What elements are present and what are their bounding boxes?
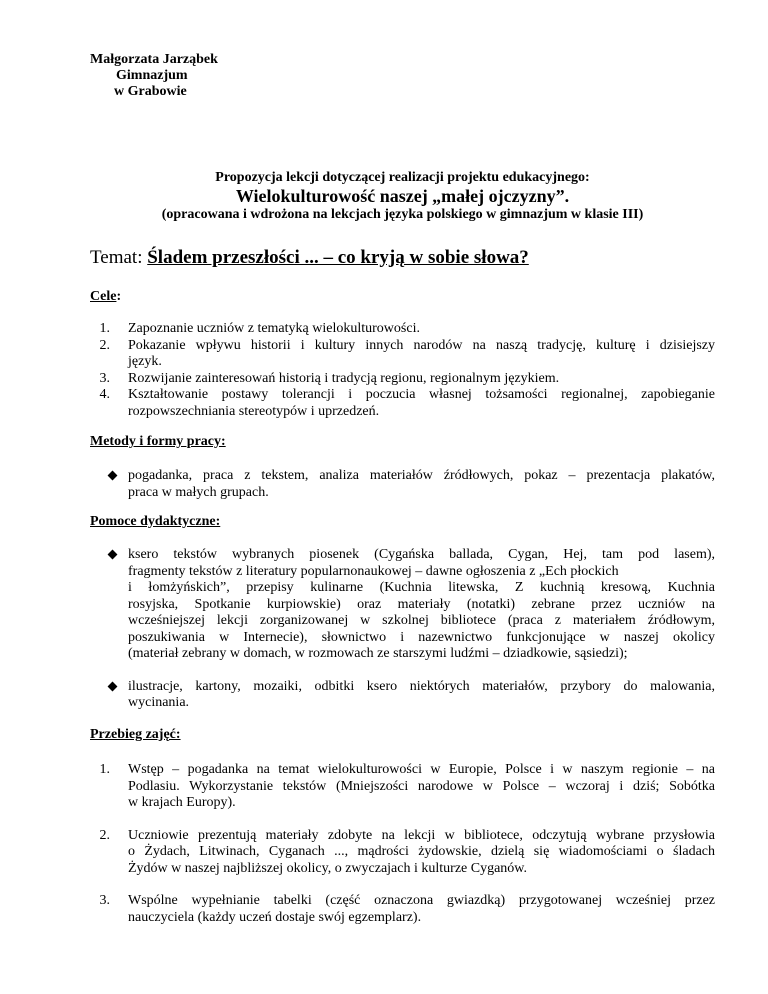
item-line: ksero tekstów wybranych piosenek (Cygańska ballada, Cygan, Hej, tam pod lasem), bbox=[128, 547, 715, 562]
list-item bbox=[90, 468, 715, 501]
goals-title: Cele bbox=[90, 289, 117, 304]
item-number: 1. bbox=[99, 762, 110, 777]
item-line: Kształtowanie postawy tolerancji i poczucia własnej tożsamości regionalnej, zapobieganie bbox=[128, 387, 715, 402]
list-item bbox=[90, 762, 715, 812]
item-line: Wstęp – pogadanka na temat wielokulturowości w Europie, Polsce i w naszym regionie – na bbox=[128, 762, 715, 777]
item-line: Rozwijanie zainteresowań historią i tradycją regionu, regionalnym językiem. bbox=[128, 370, 560, 386]
aids-title: Pomoce dydaktyczne: bbox=[90, 514, 221, 529]
list-item bbox=[90, 387, 715, 420]
item-line: ilustracje, kartony, mozaiki, odbitki ksero niektórych materiałów, przybory do malowania, bbox=[128, 678, 715, 694]
aids-list bbox=[90, 547, 715, 712]
goals-list bbox=[90, 321, 715, 420]
item-number: 4. bbox=[99, 387, 110, 402]
list-item bbox=[90, 893, 715, 926]
list-item bbox=[90, 828, 715, 878]
item-line: Wspólne wypełnianie tabelki (część oznaczona gwiazdką) przygotowanej wcześniej przez bbox=[128, 893, 715, 908]
item-line: język. bbox=[128, 354, 162, 369]
item-line: (materiał zebrany w domach, w rozmowach ze starszymi ludźmi – dziadkowie, sąsiedzi); bbox=[128, 646, 628, 661]
item-line: fragmenty tekstów z literatury popularnonaukowej – dawne ogłoszenia z „Ech płockich bbox=[128, 563, 619, 579]
item-line: rosyjska, Spotkanie kurpiowskie) oraz materiały (notatki) zebrane przez uczniów na bbox=[128, 596, 715, 612]
item-line: Żydów w naszej najbliższej okolicy, o zwyczajach i kulturze Cyganów. bbox=[128, 860, 527, 876]
bullet-icon bbox=[108, 471, 118, 481]
item-number: 1. bbox=[99, 321, 110, 336]
item-line: wycinania. bbox=[128, 695, 190, 710]
author-place: w Grabowie bbox=[114, 84, 187, 99]
author-block bbox=[90, 52, 218, 100]
bullet-icon bbox=[108, 681, 118, 691]
heading-line-1: Propozycja lekcji dotyczącej realizacji projektu edukacyjnego: bbox=[215, 170, 590, 185]
item-line: Uczniowie prezentują materiały zdobyte na lekcji w bibliotece, odczytują wybrane przysłowia bbox=[128, 827, 715, 843]
item-line: rozpowszechniania stereotypów i uprzedzeń. bbox=[128, 403, 380, 419]
item-line: poszukiwania w Internecie), słownictwo i nazewnictwo funkcjonujące w naszej okolicy bbox=[128, 629, 715, 645]
item-line: Podlasiu. Wykorzystanie tekstów (Mniejszości narodowe w Polsce – wczoraj i dziś; Sobótka bbox=[128, 778, 715, 794]
course-title: Przebieg zajęć: bbox=[90, 727, 181, 742]
topic-text: Śladem przeszłości ... – co kryją w sobie słowa? bbox=[147, 247, 529, 268]
item-line: Zapoznanie uczniów z tematyką wielokulturowości. bbox=[128, 321, 420, 336]
list-item bbox=[90, 338, 715, 371]
item-line: wcześniejszej lekcji zorganizowanej w szkolnej bibliotece (praca z materiałem źródłowym, bbox=[128, 613, 715, 628]
item-line: Pokazanie wpływu historii i kultury innych narodów na naszą tradycję, kulturę i dzisiejszy bbox=[128, 337, 715, 353]
item-line: praca w małych grupach. bbox=[128, 484, 269, 500]
item-number: 2. bbox=[99, 337, 110, 353]
course-list bbox=[90, 762, 715, 926]
item-number: 3. bbox=[99, 893, 110, 908]
list-item bbox=[90, 679, 715, 712]
lesson-topic bbox=[90, 247, 529, 269]
list-item bbox=[90, 321, 715, 338]
methods-list bbox=[90, 468, 715, 501]
methods-title: Metody i formy pracy: bbox=[90, 434, 226, 449]
item-line: w krajach Europy). bbox=[128, 795, 236, 810]
heading-line-3: (opracowana i wdrożona na lekcjach języka polskiego w gimnazjum w klasie III) bbox=[161, 207, 644, 222]
item-number: 3. bbox=[99, 370, 110, 386]
author-school: Gimnazjum bbox=[116, 68, 188, 83]
topic-label: Temat: bbox=[90, 247, 143, 268]
bullet-icon bbox=[108, 550, 118, 560]
document-heading bbox=[90, 170, 715, 223]
list-item bbox=[90, 547, 715, 663]
item-line: nauczyciela (każdy uczeń dostaje swój egzemplarz). bbox=[128, 909, 422, 925]
goals-colon: : bbox=[116, 289, 122, 304]
item-line: o Żydach, Litwinach, Cyganach ..., mądrości żydowskie, dzielą się wiadomościami o śladach bbox=[128, 844, 715, 859]
item-number: 2. bbox=[99, 827, 110, 843]
heading-title: Wielokulturowość naszej „małej ojczyzny”. bbox=[235, 186, 570, 206]
item-line: pogadanka, praca z tekstem, analiza materiałów źródłowych, pokaz – prezentacja plakatów, bbox=[128, 468, 715, 483]
author-name: Małgorzata Jarząbek bbox=[90, 52, 218, 67]
goals-heading bbox=[90, 289, 121, 306]
list-item bbox=[90, 371, 715, 388]
item-line: i łomżyńskich”, przepisy kulinarne (Kuchnia litewska, Z kuchnią kresową, Kuchnia bbox=[128, 580, 715, 595]
